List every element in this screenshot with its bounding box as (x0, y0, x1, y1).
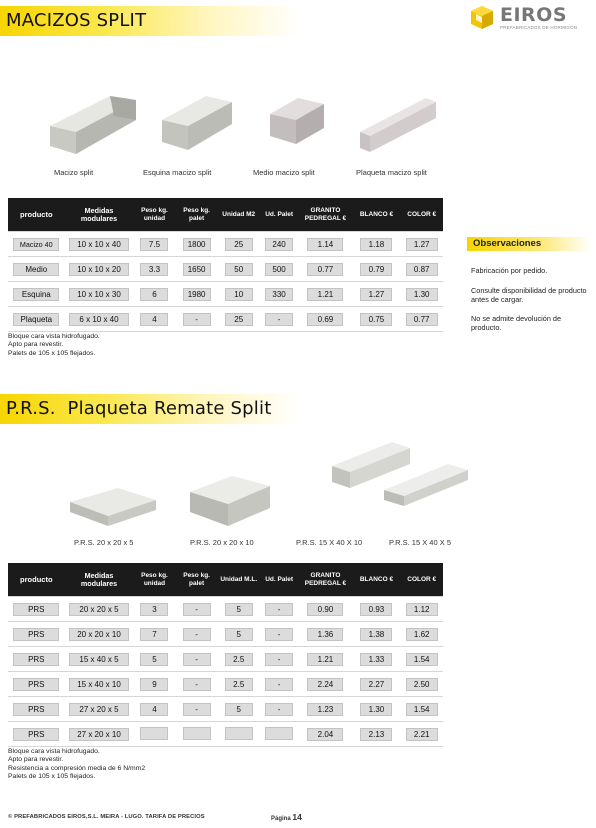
observaciones-title: Observaciones (467, 237, 591, 251)
cell-unidad: 2.5 (225, 678, 253, 691)
col-header: Medidas modulares (65, 198, 134, 231)
section1-notes (8, 333, 100, 358)
table-header-row (8, 198, 443, 231)
cell-producto: Medio (13, 263, 59, 276)
section-title-band (0, 6, 300, 36)
cell-unidad: 10 (225, 288, 253, 301)
cell-medidas: 15 x 40 x 5 (69, 653, 129, 666)
cell-ud-palet: - (265, 603, 293, 616)
cell-unidad: 25 (225, 313, 253, 326)
cell-color: 0.87 (406, 263, 438, 276)
section-title-band (0, 394, 300, 424)
cell-granito: 0.77 (307, 263, 343, 276)
col-header: Unidad M2 (218, 198, 260, 231)
eiros-logo (470, 5, 582, 35)
cell-granito: 1.21 (307, 653, 343, 666)
product-caption: Plaqueta macizo split (356, 168, 427, 177)
product-caption: P.R.S. 20 x 20 x 5 (74, 538, 134, 547)
note-line: Apto para revestir. (8, 756, 64, 764)
logo-tagline: PREFABRICADOS DE HORMIGÓN (500, 25, 578, 30)
cell-peso-palet: - (183, 628, 211, 641)
footer-page (271, 812, 302, 822)
cell-peso-palet: 1980 (183, 288, 211, 301)
cell-medidas: 20 x 20 x 10 (69, 628, 129, 641)
product-caption: P.R.S. 15 X 40 X 5 (389, 538, 451, 547)
col-header: Peso kg. unidad (133, 198, 175, 231)
plaqueta-macizo-image (356, 90, 442, 160)
cell-blanco: 0.93 (360, 603, 392, 616)
cell-granito: 1.36 (307, 628, 343, 641)
cell-medidas: 27 x 20 x 5 (69, 703, 129, 716)
col-header: Medidas modulares (65, 563, 134, 596)
prs-20x20x10-image (186, 468, 276, 536)
note-line: Palets de 105 x 105 flejados. (8, 772, 96, 780)
cell-medidas: 10 x 10 x 20 (69, 263, 129, 276)
cell-blanco: 1.38 (360, 628, 392, 641)
table-row (8, 721, 443, 747)
cell-producto: PRS (13, 653, 59, 666)
cell-blanco: 2.27 (360, 678, 392, 691)
cell-peso-palet: - (183, 313, 211, 326)
cell-unidad: 25 (225, 238, 253, 251)
cell-color: 1.30 (406, 288, 438, 301)
cell-peso-unidad: 4 (140, 703, 168, 716)
cell-color: 1.54 (406, 703, 438, 716)
cell-ud-palet: 240 (265, 238, 293, 251)
prs-15x40-image (328, 436, 474, 518)
observacion-item: No se admite devolución de producto. (471, 314, 562, 332)
cell-medidas: 15 x 40 x 10 (69, 678, 129, 691)
cell-unidad: 50 (225, 263, 253, 276)
cell-producto: Plaqueta (13, 313, 59, 326)
col-header: GRANITO PEDREGAL € (298, 198, 352, 231)
cell-color: 2.21 (406, 728, 438, 741)
cell-color: 1.62 (406, 628, 438, 641)
cell-blanco: 1.33 (360, 653, 392, 666)
col-header: Ud. Palet (260, 198, 299, 231)
cell-blanco: 2.13 (360, 728, 392, 741)
macizo-split-image (44, 86, 144, 156)
cell-peso-palet: 1800 (183, 238, 211, 251)
cell-producto: PRS (13, 728, 59, 741)
cell-blanco: 0.79 (360, 263, 392, 276)
cell-producto: PRS (13, 628, 59, 641)
logo-word: EIROS (500, 4, 568, 26)
col-header: producto (8, 198, 65, 231)
pricing-table-prs (8, 563, 443, 747)
product-caption: P.R.S. 15 X 40 X 10 (296, 538, 363, 547)
cell-medidas: 6 x 10 x 40 (69, 313, 129, 326)
cell-granito: 1.14 (307, 238, 343, 251)
section2-notes (8, 748, 145, 781)
cell-producto: PRS (13, 603, 59, 616)
cell-blanco: 1.30 (360, 703, 392, 716)
page-number: 14 (292, 812, 302, 822)
cell-medidas: 27 x 20 x 10 (69, 728, 129, 741)
table-header-row (8, 563, 443, 596)
table-row (8, 306, 443, 332)
observacion-item: Consulte disponibilidad de producto antes de cargar. (471, 286, 587, 304)
cell-peso-unidad: 7 (140, 628, 168, 641)
cell-peso-palet: - (183, 703, 211, 716)
cell-granito: 0.69 (307, 313, 343, 326)
table-row (8, 621, 443, 646)
note-line: Bloque cara vista hidrofugado. (8, 333, 100, 340)
cell-unidad: 2.5 (225, 653, 253, 666)
note-line: Resistencia a compresión media de 6 N/mm2 (8, 764, 146, 772)
cell-ud-palet: - (265, 313, 293, 326)
cell-medidas: 20 x 20 x 5 (69, 603, 129, 616)
cell-unidad: 5 (225, 628, 253, 641)
prs-20x20x5-image (64, 478, 164, 534)
product-caption: Esquina macizo split (143, 168, 212, 177)
table-row (8, 256, 443, 281)
col-header: COLOR € (400, 563, 443, 596)
note-line: Palets de 105 x 105 flejados. (8, 349, 96, 357)
cell-ud-palet: - (265, 628, 293, 641)
cell-unidad (225, 727, 253, 740)
cell-color: 1.12 (406, 603, 438, 616)
product-caption: Macizo split (54, 168, 94, 177)
cell-peso-unidad: 4 (140, 313, 168, 326)
cell-unidad: 5 (225, 603, 253, 616)
esquina-macizo-image (158, 90, 238, 158)
cell-granito: 1.23 (307, 703, 343, 716)
cell-ud-palet: 330 (265, 288, 293, 301)
col-header: producto (8, 563, 65, 596)
cell-granito: 1.21 (307, 288, 343, 301)
cell-peso-unidad: 5 (140, 653, 168, 666)
product-caption: P.R.S. 20 x 20 x 10 (190, 538, 254, 547)
observacion-item: Fabricación por pedido. (471, 266, 548, 275)
cell-producto: Esquina (13, 288, 59, 301)
pricing-table-macizos (8, 198, 443, 332)
col-header: BLANCO € (353, 198, 401, 231)
note-line: Bloque cara vista hidrofugado. (8, 748, 100, 755)
section-title: P.R.S. Plaqueta Remate Split (6, 398, 272, 419)
cell-producto: PRS (13, 703, 59, 716)
cell-medidas: 10 x 10 x 40 (69, 238, 129, 251)
col-header: Ud. Palet (260, 563, 299, 596)
col-header: Peso kg. palet (176, 198, 218, 231)
medio-macizo-image (266, 92, 332, 156)
cell-peso-unidad: 3.3 (140, 263, 168, 276)
footer-copyright: © PREFABRICADOS EIROS,S.L. MEIRA - LUGO. TARIFA DE PRECIOS (8, 814, 205, 820)
product-caption: Medio macizo split (253, 168, 315, 177)
cell-granito: 0.90 (307, 603, 343, 616)
cell-peso-palet: 1650 (183, 263, 211, 276)
table-row (8, 281, 443, 306)
cell-peso-palet: - (183, 603, 211, 616)
cell-peso-palet: - (183, 678, 211, 691)
cell-color: 1.54 (406, 653, 438, 666)
table-row (8, 646, 443, 671)
cell-peso-unidad: 9 (140, 678, 168, 691)
cell-ud-palet: - (265, 678, 293, 691)
col-header: COLOR € (400, 198, 443, 231)
cell-blanco: 0.75 (360, 313, 392, 326)
cell-peso-palet (183, 727, 211, 740)
table-row (8, 696, 443, 721)
cell-unidad: 5 (225, 703, 253, 716)
cell-granito: 2.04 (307, 728, 343, 741)
cell-medidas: 10 x 10 x 30 (69, 288, 129, 301)
col-header: BLANCO € (353, 563, 401, 596)
logo-cube-icon (470, 5, 494, 29)
cell-color: 0.77 (406, 313, 438, 326)
cell-blanco: 1.18 (360, 238, 392, 251)
col-header: Unidad M.L. (218, 563, 260, 596)
cell-granito: 2.24 (307, 678, 343, 691)
cell-ud-palet: - (265, 703, 293, 716)
section-title: MACIZOS SPLIT (6, 10, 147, 31)
cell-peso-unidad: 6 (140, 288, 168, 301)
cell-producto: Macizo 40 (13, 238, 59, 251)
cell-color: 1.27 (406, 238, 438, 251)
cell-color: 2.50 (406, 678, 438, 691)
cell-ud-palet: 500 (265, 263, 293, 276)
cell-peso-unidad: 3 (140, 603, 168, 616)
cell-ud-palet (265, 727, 293, 740)
table-row (8, 231, 443, 256)
note-line: Apto para revestir. (8, 341, 64, 349)
col-header: GRANITO PEDREGAL € (298, 563, 352, 596)
col-header: Peso kg. unidad (133, 563, 175, 596)
table-row (8, 596, 443, 621)
page-label: Página (271, 816, 291, 822)
cell-peso-unidad (140, 727, 168, 740)
cell-producto: PRS (13, 678, 59, 691)
cell-peso-unidad: 7.5 (140, 238, 168, 251)
cell-peso-palet: - (183, 653, 211, 666)
cell-blanco: 1.27 (360, 288, 392, 301)
table-row (8, 671, 443, 696)
col-header: Peso kg. palet (176, 563, 218, 596)
cell-ud-palet: - (265, 653, 293, 666)
